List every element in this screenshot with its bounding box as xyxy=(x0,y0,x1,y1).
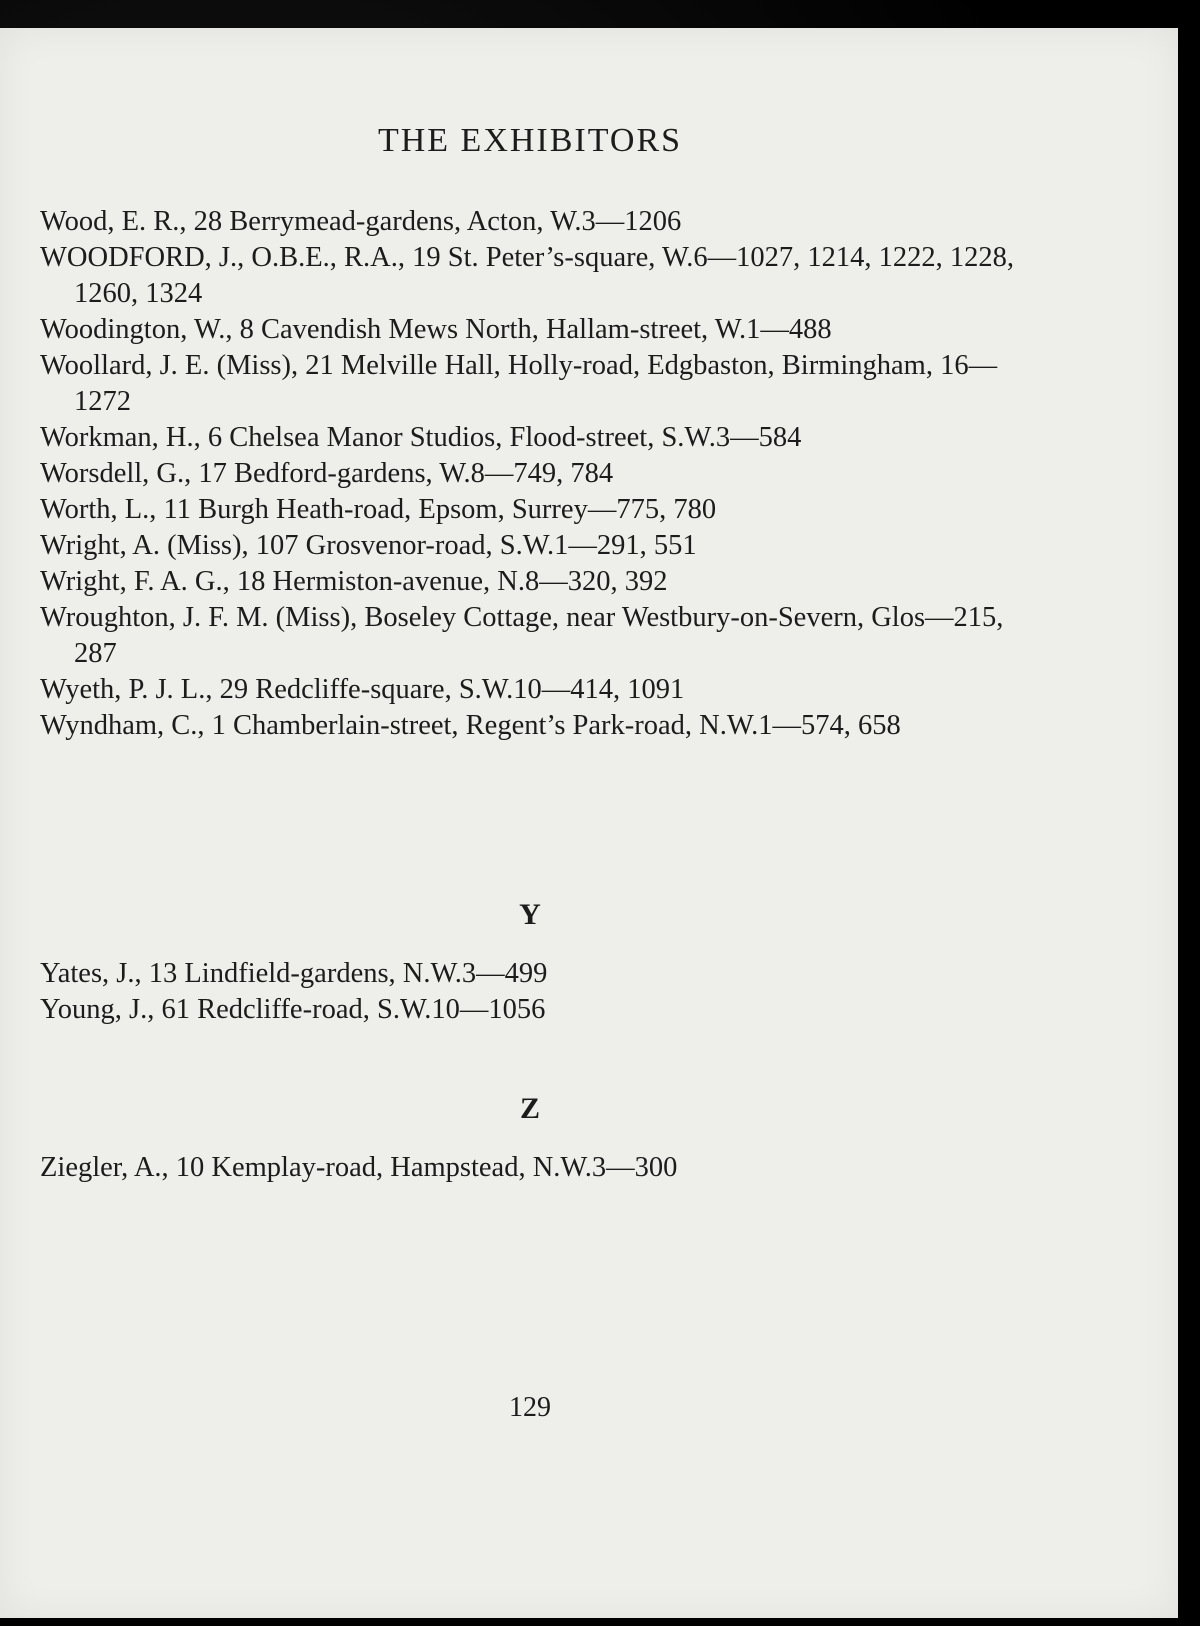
page-title: THE EXHIBITORS xyxy=(377,122,683,159)
exhibitor-entry: Worsdell, G., 17 Bedford-gardens, W.8—749, 784 xyxy=(40,458,614,489)
exhibitor-entry: Workman, H., 6 Chelsea Manor Studios, Flood-street, S.W.3—584 xyxy=(40,422,802,453)
exhibitor-entry: Woodington, W., 8 Cavendish Mews North, Hallam-street, W.1—488 xyxy=(40,314,832,345)
exhibitor-entry: Yates, J., 13 Lindfield-gardens, N.W.3—499 xyxy=(40,958,548,989)
exhibitor-entry: Wroughton, J. F. M. (Miss), Boseley Cottage, near Westbury-on-Severn, Glos—215, 287 xyxy=(40,602,1004,669)
exhibitor-list-w xyxy=(40,204,1030,744)
exhibitor-entry: Wyeth, P. J. L., 29 Redcliffe-square, S.W.10—414, 1091 xyxy=(40,674,685,705)
exhibitor-entry: Wright, A. (Miss), 107 Grosvenor-road, S.W.1—291, 551 xyxy=(40,530,697,561)
exhibitor-entry: Young, J., 61 Redcliffe-road, S.W.10—1056 xyxy=(40,994,546,1025)
section-heading-z: Z xyxy=(519,1092,540,1125)
exhibitor-entry: Wood, E. R., 28 Berrymead-gardens, Acton, W.3—1206 xyxy=(40,206,682,237)
exhibitor-list-y xyxy=(40,956,1030,1028)
exhibitor-entry: Worth, L., 11 Burgh Heath-road, Epsom, Surrey—775, 780 xyxy=(40,494,717,525)
exhibitor-entry: WOODFORD, J., O.B.E., R.A., 19 St. Peter’s-square, W.6—1027, 1214, 1222, 1228, 1260, 1324 xyxy=(40,242,1015,309)
page-number: 129 xyxy=(509,1392,551,1423)
exhibitor-entry: Woollard, J. E. (Miss), 21 Melville Hall, Holly-road, Edgbaston, Birmingham, 16—1272 xyxy=(40,350,998,417)
exhibitor-entry: Wyndham, C., 1 Chamberlain-street, Regent’s Park-road, N.W.1—574, 658 xyxy=(40,710,901,741)
section-heading-y: Y xyxy=(519,898,541,931)
exhibitor-list-z xyxy=(40,1150,1030,1186)
book-page xyxy=(0,28,1178,1618)
exhibitor-entry: Wright, F. A. G., 18 Hermiston-avenue, N.8—320, 392 xyxy=(40,566,668,597)
exhibitor-entry: Ziegler, A., 10 Kemplay-road, Hampstead, N.W.3—300 xyxy=(40,1152,678,1183)
